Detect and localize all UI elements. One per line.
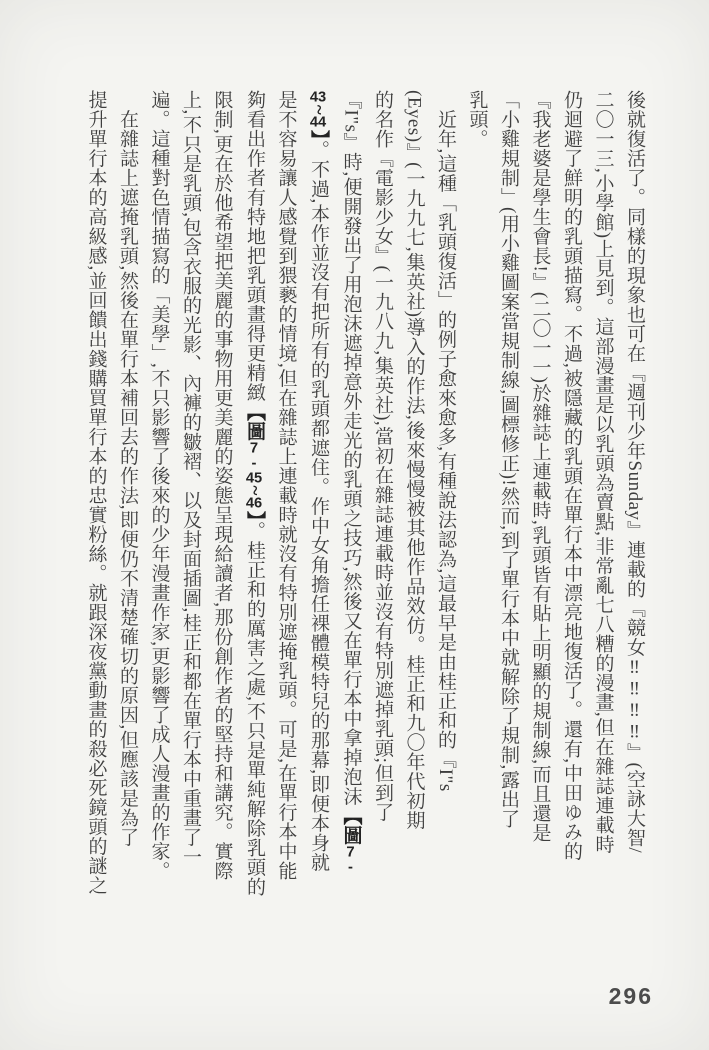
text-column: 上,不只是乳頭,包含衣服的光影、內褲的皺褶、以及封面插圖,桂正和都在單行本中重畫了一 bbox=[180, 90, 201, 867]
text-column: 遍。這種對色情描寫的「美學」,不只影響了後來的少年漫畫作家,更影響了成人漫畫的作家。 bbox=[148, 90, 170, 881]
body-text-vertical bbox=[80, 90, 650, 902]
text-column: 後就復活了。同樣的現象也可在『週刊少年Sunday』連載的『競女‼‼‼‼』(空詠大智/ bbox=[624, 90, 645, 854]
text-column: 二〇一三,小學館)上見到。這部漫畫是以乳頭為賣點,非常亂七八糟的漫畫,但在雜誌連載時 bbox=[592, 90, 614, 854]
text-column: 夠看出作者有特地把乳頭畫得更精緻【圖7-45~46】。桂正和的厲害之處,不只是單純解除乳頭的 bbox=[244, 90, 265, 897]
text-column: 43~44】。不過,本作並沒有把所有的乳頭都遮住。作中女角擔任裸體模特兒的那幕,即便本身就 bbox=[308, 90, 329, 873]
text-column: 限制,更在於他希望把美麗的事物用更美麗的姿態呈現給讀者,那份創作者的堅持和講究。實際 bbox=[211, 90, 233, 881]
text-column: (Eyes)』(一九九七,集英社)導入的作法,後來慢慢被其他作品效仿。桂正和九〇年代初期 bbox=[403, 90, 425, 830]
text-column: 『I"s』時,便開發出了用泡沫遮掉意外走光的乳頭之技巧,然後又在單行本中拿掉泡沫【圖7- bbox=[340, 90, 362, 875]
text-column: 乳頭。 bbox=[466, 90, 488, 149]
text-column: 是不容易讓人感覺到猥褻的情境,但在雜誌上連載時就沒有特別遮掩乳頭。可是,在單行本中能 bbox=[275, 90, 297, 881]
text-column: 的名作『電影少女』(一九八九,集英社),當初在雜誌連載時並沒有特別遮掉乳頭;但到了 bbox=[372, 90, 393, 822]
text-column: 『我老婆是學生會長!』(二〇一一)於雜誌上連載時,乳頭皆有貼上明顯的規制線,而且還是 bbox=[529, 90, 551, 843]
text-column: 「小雞規制」(用小雞圖案當規制線,圖標修正)!然而,到了單行本中就解除了規制,露出了 bbox=[498, 90, 519, 829]
text-column: 近年,這種「乳頭復活」的例子愈來愈多,有種說法認為,這最早是由桂正和的『I"s bbox=[435, 90, 456, 792]
text-column: 仍迴避了鮮明的乳頭描寫。不過,被隱藏的乳頭在單行本中漂亮地復活了。還有,中田ゆみ的 bbox=[561, 90, 582, 861]
text-column: 提升單行本的高級感,並回饋出錢購買單行本的忠實粉絲。就跟深夜黨動畫的殺必死鏡頭的謎之 bbox=[85, 90, 107, 895]
text-column: 在雜誌上遮掩乳頭,然後在單行本補回去的作法,即便仍不清楚確切的原因,但應該是為了 bbox=[117, 90, 138, 847]
page-number: 296 bbox=[608, 983, 653, 1009]
